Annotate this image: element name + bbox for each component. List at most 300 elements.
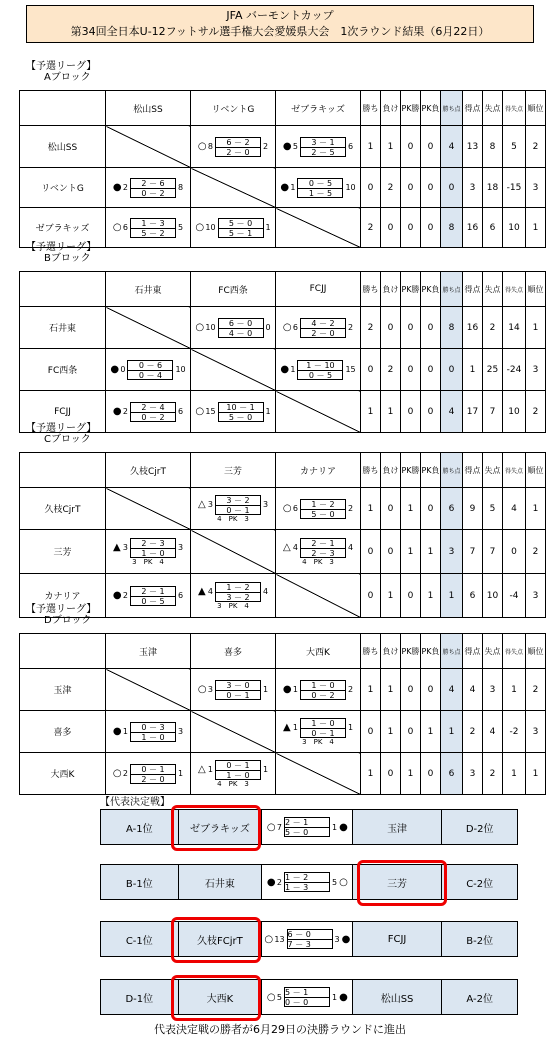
match-cell [106, 711, 191, 753]
winner-highlight [357, 860, 447, 906]
half-scores [130, 218, 176, 238]
total-left: 4 [207, 587, 213, 596]
pk-result: 4 PK 3 [217, 514, 249, 523]
stat-header: 負け [381, 91, 401, 126]
score-line [280, 360, 355, 380]
diagonal-cell [191, 168, 276, 208]
stat-value: 0 [401, 391, 421, 433]
result-mark: ○ [112, 768, 122, 779]
score-line [113, 538, 183, 558]
half-score: 3 － 2 [216, 592, 260, 601]
team-row [20, 208, 546, 248]
result-mark: △ [198, 499, 206, 510]
half-score: 1 － 0 [311, 680, 335, 690]
team-name: 大西K [20, 753, 106, 795]
diagonal-cell [276, 391, 361, 433]
stat-value: 1 [441, 574, 463, 618]
match-result [106, 178, 190, 198]
half-score: 7 － 3 [288, 939, 332, 948]
total-left: 5 [276, 992, 282, 1002]
team-name: カナリア [20, 574, 106, 618]
total-right: 2 [263, 142, 269, 151]
total-left: 3 [207, 685, 213, 694]
corner-cell [20, 91, 106, 126]
total-left: 7 [276, 822, 282, 832]
stat-value: 1 [503, 753, 526, 795]
stat-value: 1 [401, 488, 421, 530]
total-right: 1 [178, 769, 184, 778]
team-right: 玉津 [353, 810, 443, 844]
total-right: 15 [345, 365, 356, 374]
stat-value: 1 [421, 711, 441, 753]
stat-value: 1 [381, 126, 401, 168]
total-right: 3 [263, 500, 269, 509]
stat-value: 1 [361, 391, 381, 433]
match-result [191, 495, 275, 523]
stat-header: 負け [381, 453, 401, 488]
score-line [283, 718, 353, 738]
stat-value: 0 [381, 208, 401, 248]
half-score: 1 － 0 [131, 732, 175, 741]
half-scores [218, 218, 264, 238]
half-scores [130, 538, 176, 558]
stat-header: 勝ち [361, 272, 381, 307]
result-mark: ● [266, 876, 276, 888]
stat-header: 得点 [463, 272, 483, 307]
half-score: 0 － 1 [301, 728, 345, 737]
result-mark: ○ [197, 684, 207, 695]
match-result [191, 218, 275, 238]
stat-header: PK負 [421, 453, 441, 488]
stat-value: 7 [483, 530, 503, 574]
stat-value: 0 [421, 208, 441, 248]
team-row [20, 711, 546, 753]
stat-header: 得失点 [503, 453, 526, 488]
team-row [20, 530, 546, 574]
diagonal-cell [106, 126, 191, 168]
half-scores [215, 137, 261, 157]
title-line-1: JFA バーモントカップ [226, 9, 334, 22]
team-header: FCJJ [276, 272, 361, 307]
stat-value: 1 [526, 753, 546, 795]
match-result [191, 137, 275, 157]
match-cell [191, 307, 276, 349]
pk-result: 3 PK 4 [132, 557, 164, 566]
team-row [20, 753, 546, 795]
stat-value: 1 [526, 488, 546, 530]
stat-value: 2 [526, 530, 546, 574]
rep-match-row [100, 979, 518, 1015]
match-cell [276, 711, 361, 753]
half-scores [300, 718, 346, 738]
half-score: 2 － 4 [141, 402, 165, 412]
result-mark: ○ [266, 821, 276, 833]
stat-value: 2 [361, 208, 381, 248]
score-line [264, 922, 349, 956]
match-cell [276, 669, 361, 711]
match-cell [106, 208, 191, 248]
team-header: 久枝CjrT [106, 453, 191, 488]
stat-value: 0 [421, 669, 441, 711]
title-banner [26, 5, 534, 43]
half-score: 5 － 0 [219, 412, 263, 421]
half-score: 1 － 3 [141, 218, 165, 228]
result-mark: ○ [266, 991, 276, 1003]
position-left: D-1位 [101, 980, 179, 1014]
diagonal-cell [106, 307, 191, 349]
diagonal-cell [106, 488, 191, 530]
half-score: 2 － 1 [311, 538, 335, 548]
stat-value: 4 [441, 669, 463, 711]
half-score: 1 － 0 [216, 770, 260, 779]
stat-header: 順位 [526, 453, 546, 488]
team-name: リベントG [20, 168, 106, 208]
result-mark: ● [339, 991, 348, 1003]
stat-header: 負け [381, 634, 401, 669]
stat-value: 5 [483, 488, 503, 530]
team-header: カナリア [276, 453, 361, 488]
result-mark: ○ [195, 406, 205, 417]
stat-value: 10 [483, 574, 503, 618]
stat-value: 8 [441, 208, 463, 248]
stat-header: PK勝 [401, 453, 421, 488]
team-name: 松山SS [20, 126, 106, 168]
match-cell [106, 753, 191, 795]
team-right: 三芳 [353, 865, 443, 899]
team-right: 松山SS [353, 980, 443, 1014]
half-score: 6 － 2 [226, 137, 250, 147]
stat-header: 失点 [483, 91, 503, 126]
half-score: 0 － 2 [131, 412, 175, 421]
stat-value: 0 [401, 574, 421, 618]
total-left: 2 [122, 183, 128, 192]
result-mark: ▲ [198, 586, 206, 597]
total-right: 3 [178, 543, 184, 552]
stat-value: 1 [401, 530, 421, 574]
score-line [198, 495, 268, 515]
team-name: FCJJ [20, 391, 106, 433]
stat-value: 0 [381, 753, 401, 795]
match-result [106, 764, 190, 784]
stat-value: 1 [463, 349, 483, 391]
total-left: 2 [122, 591, 128, 600]
total-right: 6 [348, 142, 354, 151]
team-name: 喜多 [20, 711, 106, 753]
half-score: 0 － 5 [308, 178, 333, 188]
diagonal-cell [276, 753, 361, 795]
header-row [20, 453, 546, 488]
diagonal-cell [191, 349, 276, 391]
corner-cell [20, 634, 106, 669]
header-row [20, 272, 546, 307]
position-right: A-2位 [466, 993, 493, 1005]
stat-header: 勝ち点 [441, 272, 463, 307]
diagonal-cell [191, 530, 276, 574]
team-row [20, 669, 546, 711]
match-result [106, 722, 190, 742]
score-line [267, 810, 347, 844]
stat-value: 4 [441, 391, 463, 433]
team-header: 石井東 [106, 272, 191, 307]
stat-header: 得失点 [503, 91, 526, 126]
total-right: 2 [348, 685, 354, 694]
half-scores [215, 582, 261, 602]
half-scores [130, 586, 176, 606]
stat-value: 3 [463, 753, 483, 795]
pk-result: 3 PK 4 [302, 737, 334, 746]
match-cell [191, 126, 276, 168]
team-header: 喜多 [191, 634, 276, 669]
half-score: 2 － 5 [301, 147, 345, 156]
total-right: 2 [348, 323, 354, 332]
team-row [20, 126, 546, 168]
result-mark: ● [341, 933, 351, 945]
stat-value: 2 [361, 307, 381, 349]
stat-value: 10 [503, 391, 526, 433]
result-mark: ● [112, 182, 122, 193]
stat-header: PK負 [421, 272, 441, 307]
stat-value: 0 [421, 391, 441, 433]
match-cell [191, 753, 276, 795]
total-right: 4 [348, 543, 354, 552]
half-scores [130, 722, 176, 742]
stat-value: -24 [503, 349, 526, 391]
stat-value: 16 [463, 208, 483, 248]
match-cell [191, 208, 276, 248]
result-mark: ▲ [113, 542, 121, 553]
result-mark: ○ [197, 141, 207, 152]
stat-value: 0 [421, 349, 441, 391]
half-score: 0 － 1 [216, 505, 260, 514]
stat-value: 4 [463, 669, 483, 711]
match-result [276, 680, 360, 700]
score-line [113, 402, 183, 422]
stat-value: 17 [463, 391, 483, 433]
total-left: 3 [122, 543, 128, 552]
result-mark: ● [280, 182, 290, 193]
stat-value: 1 [381, 711, 401, 753]
team-header: 松山SS [106, 91, 191, 126]
half-score: 0 － 1 [216, 690, 260, 699]
half-score: 2 － 1 [285, 818, 309, 827]
total-right: 5 [178, 223, 184, 232]
league-table-4 [19, 633, 546, 795]
stat-value: 0 [421, 126, 441, 168]
stat-value: 4 [483, 711, 503, 753]
half-scores [300, 680, 346, 700]
half-score: 5 － 0 [228, 218, 253, 228]
match-cell [276, 168, 361, 208]
match-result [276, 360, 360, 380]
match-result [191, 318, 275, 338]
winner-highlight [171, 917, 261, 963]
total-right: 1 [265, 407, 271, 416]
score-line [280, 178, 355, 198]
stat-header: PK負 [421, 91, 441, 126]
half-score: 6 － 0 [228, 318, 253, 328]
half-scores [130, 178, 176, 198]
total-right: 1 [332, 822, 338, 832]
stat-value: 0 [361, 168, 381, 208]
team-name: ゼブラキッズ [20, 208, 106, 248]
team-header: FC西条 [191, 272, 276, 307]
stat-value: 2 [381, 349, 401, 391]
score-line [110, 360, 185, 380]
match-cell [106, 530, 191, 574]
team-row [20, 168, 546, 208]
result-mark: △ [283, 542, 291, 553]
match-cell [106, 168, 191, 208]
stat-value: 0 [401, 168, 421, 208]
winner-highlight [171, 975, 261, 1021]
team-right: FCJJ [353, 922, 443, 956]
stat-value: 1 [421, 574, 441, 618]
stat-value: 3 [526, 711, 546, 753]
total-left: 2 [276, 877, 282, 887]
total-right: 4 [263, 587, 269, 596]
half-score: 3 － 2 [226, 495, 250, 505]
match-result [191, 402, 275, 422]
header-row [20, 91, 546, 126]
stat-value: 25 [483, 349, 503, 391]
stat-value: 6 [483, 208, 503, 248]
team-left: 久枝FCjrT [179, 922, 263, 956]
total-left: 13 [274, 934, 285, 944]
stat-header: 勝ち [361, 91, 381, 126]
total-right: 1 [332, 992, 338, 1002]
score-line [267, 865, 347, 899]
match-result [276, 318, 360, 338]
team-header: 玉津 [106, 634, 191, 669]
stat-value: 0 [421, 168, 441, 208]
position-left: C-1位 [101, 922, 179, 956]
half-scores [130, 764, 176, 784]
stat-value: 14 [503, 307, 526, 349]
total-right: 6 [178, 407, 184, 416]
score-line [113, 586, 183, 606]
half-score: 10 － 1 [226, 402, 255, 412]
half-scores [300, 318, 346, 338]
half-score: 5 － 1 [285, 988, 309, 997]
team-left: 大西K [179, 980, 263, 1014]
stat-value: 13 [463, 126, 483, 168]
total-right: 3 [178, 727, 184, 736]
total-left: 8 [207, 142, 213, 151]
total-right: 10 [175, 365, 186, 374]
half-score: 5 － 0 [301, 509, 345, 518]
stat-header: PK勝 [401, 91, 421, 126]
stat-value: 1 [503, 669, 526, 711]
stat-header: 得点 [463, 91, 483, 126]
match-cell [276, 307, 361, 349]
match-score [262, 810, 353, 844]
header-row [20, 634, 546, 669]
stat-value: 1 [401, 753, 421, 795]
stat-value: 3 [526, 349, 546, 391]
diagonal-cell [276, 574, 361, 618]
title-line-2: 第34回全日本U-12フットサル選手権大会愛媛県大会 1次ラウンド結果（6月22日） [70, 25, 490, 38]
stat-value: 0 [421, 753, 441, 795]
score-line [195, 402, 270, 422]
stat-value: 2 [483, 753, 503, 795]
half-score: 1 － 0 [131, 548, 175, 557]
total-left: 5 [292, 142, 298, 151]
stat-value: 0 [401, 208, 421, 248]
stat-value: 1 [526, 208, 546, 248]
stat-header: 負け [381, 272, 401, 307]
score-line [283, 137, 353, 157]
rep-match-row [100, 864, 518, 900]
stat-header: 失点 [483, 634, 503, 669]
half-scores [297, 178, 343, 198]
half-score: 2 － 3 [301, 548, 345, 557]
stat-value: 0 [361, 574, 381, 618]
stat-value: 2 [526, 126, 546, 168]
total-left: 4 [292, 543, 298, 552]
result-mark: ○ [339, 876, 348, 888]
score-line [283, 318, 353, 338]
stat-value: 6 [441, 753, 463, 795]
result-mark: ○ [282, 503, 292, 514]
half-score: 0 － 3 [141, 722, 165, 732]
match-cell [106, 574, 191, 618]
stat-value: 6 [441, 488, 463, 530]
stat-header: PK勝 [401, 634, 421, 669]
half-score: 6 － 0 [287, 930, 311, 939]
result-mark: △ [198, 764, 206, 775]
half-scores [218, 402, 264, 422]
match-cell [191, 391, 276, 433]
result-mark: ● [280, 364, 290, 375]
section-label: 【予選リーグ】 [26, 423, 97, 434]
score-line [113, 218, 183, 238]
stat-value: 0 [361, 349, 381, 391]
match-result [191, 582, 275, 610]
result-mark: ○ [195, 222, 205, 233]
score-line [195, 218, 270, 238]
match-cell [276, 530, 361, 574]
score-line [198, 137, 268, 157]
half-score: 0 － 1 [226, 760, 250, 770]
score-line [198, 582, 268, 602]
half-score: 4 － 2 [311, 318, 335, 328]
stat-value: 0 [361, 711, 381, 753]
stat-value: -2 [503, 711, 526, 753]
section-label: 【予選リーグ】 [26, 604, 97, 615]
stat-value: 0 [401, 669, 421, 711]
score-line [113, 764, 183, 784]
result-mark: ● [339, 821, 348, 833]
result-mark: ○ [112, 222, 122, 233]
match-result [106, 538, 190, 566]
total-right: 1 [263, 685, 269, 694]
team-name: 玉津 [20, 669, 106, 711]
total-left: 10 [205, 323, 216, 332]
pk-result: 3 PK 4 [217, 601, 249, 610]
half-score: 1 － 2 [226, 582, 250, 592]
result-mark: ○ [195, 322, 205, 333]
stat-header: 順位 [526, 272, 546, 307]
score-line [283, 680, 353, 700]
block-label: Bブロック [44, 253, 91, 264]
total-left: 0 [120, 365, 126, 374]
stat-value: 5 [503, 126, 526, 168]
diagonal-cell [276, 208, 361, 248]
position-right: B-2位 [466, 935, 494, 947]
team-left: 石井東 [179, 865, 263, 899]
team-name: 三芳 [20, 530, 106, 574]
stat-value: 2 [483, 307, 503, 349]
